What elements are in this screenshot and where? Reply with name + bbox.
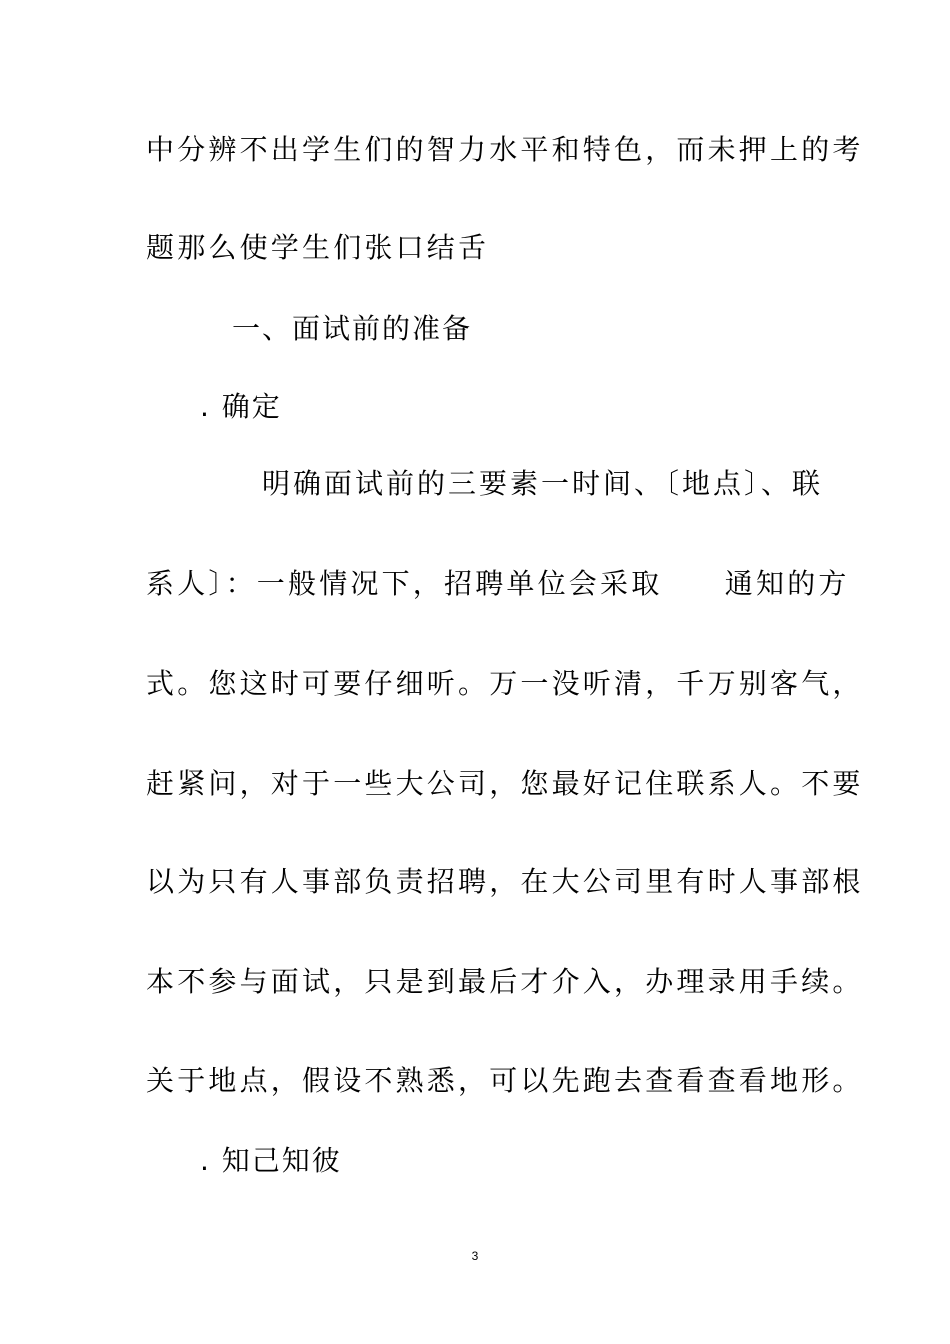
body-text-line: 系人〕：一般情况下，招聘单位会采取 通知的方 — [146, 567, 850, 600]
body-text-line: 赶紧问，对于一些大公司，您最好记住联系人。不要 — [146, 767, 864, 800]
body-text-line: 中分辨不出学生们的智力水平和特色，而未押上的考 — [146, 133, 864, 166]
body-text-line: 本不参与面试，只是到最后才介入，办理录用手续。 — [146, 965, 864, 998]
body-text-line: 式。您这时可要仔细听。万一没听清，千万别客气， — [146, 667, 864, 700]
subsection-heading: . 知己知彼 — [200, 1144, 342, 1177]
section-heading: 一、面试前的准备 — [232, 312, 473, 345]
body-text-line: 题那么使学生们张口结舌 — [146, 231, 490, 264]
page-number: 3 — [471, 1249, 479, 1263]
subsection-heading: . 确定 — [200, 390, 282, 423]
body-text-line: 关于地点，假设不熟悉，可以先跑去查看查看地形。 — [146, 1064, 864, 1097]
body-text-line: 以为只有人事部负责招聘，在大公司里有时人事部根 — [146, 865, 864, 898]
paragraph-first-line: 明确面试前的三要素一时间、〔地点〕、联 — [262, 467, 824, 500]
